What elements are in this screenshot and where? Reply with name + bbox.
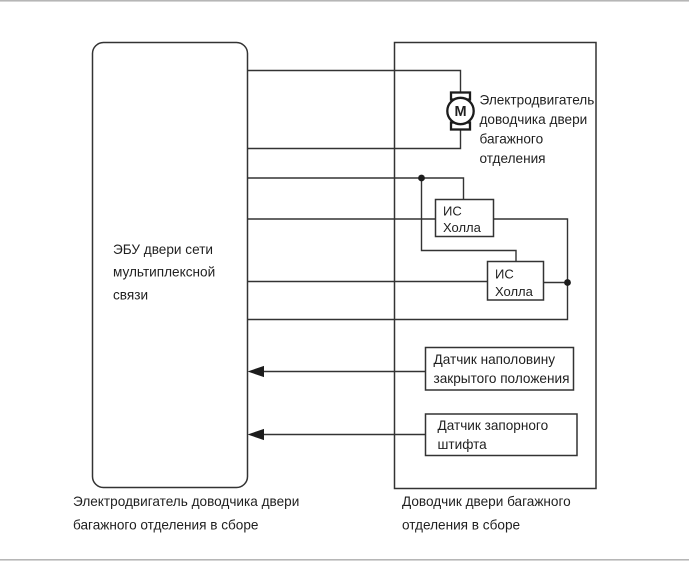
junction-dot-supply: [418, 175, 425, 182]
motor-label-line3: багажного: [479, 131, 544, 147]
half-closed-sensor-line1: Датчик наполовину: [433, 352, 556, 367]
hall-ic-top-line2: Холла: [443, 220, 481, 235]
ecu-label-line3: связи: [113, 287, 149, 303]
hall-ic-top-line1: ИС: [443, 203, 462, 219]
motor-symbol-group: [447, 93, 473, 130]
hall-ic-bottom-line1: ИС: [495, 266, 514, 282]
motor-label-line4: отделения: [479, 151, 546, 166]
hall-ic-bottom-line2: Холла: [495, 284, 533, 299]
motor-label-line1: Электродвигатель: [479, 92, 595, 108]
ecu-label-line2: мультиплексной: [113, 264, 216, 280]
ecu-caption-line2: багажного отделения в сборе: [73, 517, 259, 533]
arrowhead-left-icon: [248, 429, 265, 440]
junction-dot-output: [564, 279, 571, 286]
half-closed-sensor-line2: закрытого положения: [433, 371, 570, 386]
motor-label-line2: доводчика двери: [479, 112, 588, 127]
assembly-caption-line2: отделения в сборе: [402, 517, 521, 533]
lock-pin-sensor-line2: штифта: [437, 437, 487, 452]
lock-pin-sensor-line1: Датчик запорного: [437, 418, 549, 433]
ecu-label-line1: ЭБУ двери сети: [113, 242, 214, 257]
motor-symbol-letter: M: [454, 104, 467, 120]
assembly-caption-line1: Доводчик двери багажного: [402, 494, 571, 509]
arrowhead-left-icon: [248, 366, 265, 377]
ecu-caption-line1: Электродвигатель доводчика двери: [73, 494, 300, 509]
